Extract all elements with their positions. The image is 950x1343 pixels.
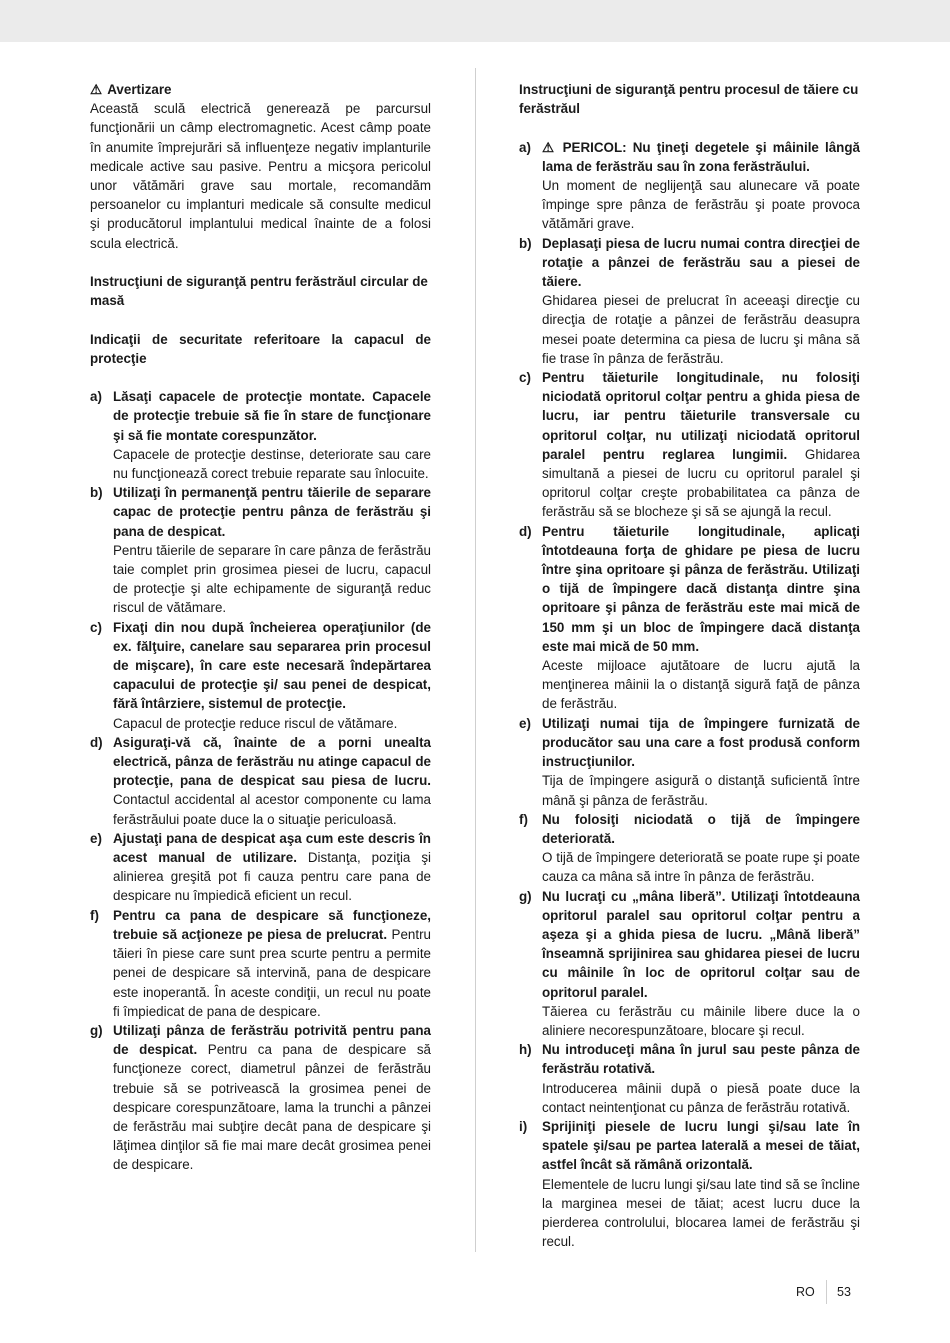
- item-bold-text: Utilizaţi în permanenţă pentru tăierile de separare capac de protecţie pentru pânza de ferăstrău şi pana de despicat.: [113, 485, 431, 539]
- warning-text: Această sculă electrică generează pe parcursul funcţionării un câmp electromagnetic. Acest câmp poate în anumite împrejurări să influenţeze negativ implanturile medicale active sau pasive. Pentru a micşora pericolul unor vătămări grave sau mortale, recomandăm persoanelor cu implanturi medicale să consulte medicul şi producătorul implantului medical înainte de a folosi scula electrică.: [90, 101, 431, 251]
- list-item: [519, 368, 860, 522]
- list-item: [90, 906, 431, 1021]
- warning-title: Avertizare: [107, 82, 172, 97]
- list-item: [90, 618, 431, 733]
- item-text: O tijă de împingere deteriorată se poate rupe şi poate cauza ca mâna să intre în pânza de ferăstrău.: [542, 850, 860, 885]
- item-bold-text: Deplasaţi piesa de lucru numai contra direcţiei de rotaţie a pânzei de ferăstrău sau a piesei de tăiere.: [542, 235, 860, 290]
- item-bold-text: Nu lucraţi cu „mâna liberă”. Utilizaţi întotdeauna opritorul paralel sau opritorul colţar pentru a aşeza şi a ghida piesa de lucru. „Mână liberă” înseamnă sprijinirea sau ghidarea piesei de lucru cu mâinile în loc de opritorul colţar sau de opritorul paralel.: [542, 888, 860, 1000]
- item-bold-text: Nu introduceţi mâna în jurul sau peste pânza de ferăstrău rotativă.: [542, 1042, 860, 1077]
- item-bold-text: Ajustaţi pana de despicat aşa cum este descris în acest manual de utilizare.: [113, 830, 431, 866]
- item-text: Contactul accidental al acestor componente cu lama ferăstrăului poate duce la o situaţie periculoasă.: [113, 792, 431, 827]
- item-text: Capacul de protecţie reduce riscul de vătămare.: [113, 715, 398, 731]
- item-bold-text: Utilizaţi pânza de ferăstrău potrivită pentru pana de despicat.: [113, 1022, 431, 1058]
- item-letter: b): [519, 235, 532, 251]
- list-item: [90, 483, 431, 617]
- list-item: [519, 1117, 860, 1251]
- section-heading: Instrucţiuni de siguranţă pentru ferăstrăul circular de masă: [90, 274, 428, 309]
- item-letter: f): [519, 811, 528, 827]
- item-letter: d): [519, 523, 532, 539]
- list-item: [519, 810, 860, 887]
- warning-triangle-icon: ⚠: [542, 139, 563, 155]
- subsection-heading: Indicaţii de securitate referitoare la capacul de protecţie: [90, 331, 431, 366]
- item-text: Ghidarea simultană a piesei de lucru cu opritorul paralel şi opritorul colţar creşte probabilitatea ca pânza de ferăstrău să se blocheze şi să se ajungă la recul.: [542, 446, 860, 520]
- page-number: 53: [837, 1285, 851, 1299]
- item-letter: e): [519, 715, 531, 731]
- item-letter: e): [90, 830, 102, 846]
- item-letter: h): [519, 1042, 532, 1058]
- warning-title-line: [90, 80, 431, 99]
- list-item: [519, 714, 860, 810]
- item-letter: a): [90, 389, 102, 405]
- item-text: Pentru tăieri în piese care sunt prea scurte pentru a permite penei de despicare să intervină, pana de despicare este inoperantă. În aceste condiţii, un recul nu poate fi împiedicat de pana de despicare.: [113, 926, 431, 1019]
- item-letter: i): [519, 1118, 528, 1134]
- item-bold-text: Utilizaţi numai tija de împingere furnizată de producător sau una care a fost produsă conform instrucţiunilor.: [542, 715, 860, 770]
- item-letter: d): [90, 734, 103, 750]
- item-bold-text: Nu folosiţi niciodată o tijă de împingere deteriorată.: [542, 811, 860, 846]
- item-text: Introducerea mâinii după o piesă poate duce la contact neintenţionat cu pânza de ferăstrău rotativă.: [542, 1080, 860, 1115]
- item-letter: a): [519, 139, 531, 155]
- item-bold-text: PERICOL: Nu ţineţi degetele şi mâinile lângă lama de ferăstrău sau în zona ferăstrăului.: [542, 139, 860, 174]
- item-text: Capacele de protecţie destinse, deteriorate sau care nu funcţionează corect trebuie reparate sau înlocuite.: [113, 446, 431, 482]
- item-text: Aceste mijloace ajutătoare de lucru ajută la menţinerea mâinii la o distanţă sigură faţă de pânza de ferăstrău.: [542, 658, 860, 712]
- item-text: Tija de împingere asigură o distanţă suficientă între mână şi pânza de ferăstrău.: [542, 773, 860, 808]
- item-bold-text: Pentru ca pana de despicare să funcţioneze, trebuie să acţioneze pe piesa de prelucrat.: [113, 907, 431, 942]
- item-text: Distanţa, poziţia şi alinierea greşită pot fi cauza pentru care pana de despicare nu împiedică eficient un recul.: [113, 850, 431, 904]
- item-bold-text: Lăsaţi capacele de protecţie montate. Capacele de protecţie trebuie să fie în stare de funcţionare şi să fie montate corespunzător.: [113, 389, 431, 443]
- footer-divider: [826, 1280, 827, 1304]
- item-bold-text: Fixaţi din nou după încheierea operaţiunilor (de ex. fălţuire, canelare sau separarea prin procesul de mişcare), în care este necesară îndepărtarea capacului de protecţie şi/ sau penei de despicat, fără întârziere, sistemul de protecţie.: [113, 619, 431, 712]
- item-text: Tăierea cu ferăstrău cu mâinile libere duce la o aliniere necorespunzătoare, blocare şi recul.: [542, 1003, 860, 1038]
- guard-instructions-list: [90, 387, 431, 1174]
- cutting-instructions-list: [519, 138, 860, 1252]
- item-text: Pentru ca pana de despicare să funcţioneze corect, diametrul pânzei de ferăstrău trebuie să se potrivească la grosimea penei de despicare corespunzătoare, lama la trunchi a pânzei de ferăstrău mai subţire decât pana de despicare şi lăţimea dinţilor să fie mai mare decât grosimea penei de despicare.: [113, 1042, 431, 1173]
- item-text: Ghidarea piesei de prelucrat în aceeaşi direcţie cu direcţia de rotaţie a pânzei de ferăstrău deasupra mesei poate determina ca piesa de lucru şi mâna să fie trase în pânza de ferăstrău.: [542, 293, 860, 366]
- top-bar: [0, 0, 950, 42]
- list-item: [519, 522, 860, 714]
- right-column: [519, 80, 860, 1251]
- column-divider: [475, 68, 476, 1252]
- item-letter: f): [90, 907, 99, 923]
- list-item: [90, 829, 431, 906]
- item-bold-text: Sprijiniţi piesele de lucru lungi şi/sau late în spatele şi/sau pe partea laterală a mesei de tăiat, astfel încât să rămână orizontală.: [542, 1118, 860, 1173]
- list-item: [90, 387, 431, 483]
- list-item: [519, 887, 860, 1041]
- item-letter: g): [519, 888, 532, 904]
- left-column: [90, 80, 431, 1175]
- item-letter: b): [90, 485, 103, 501]
- item-text: Un moment de neglijenţă sau alunecare vă poate împinge spre pânza de ferăstrău şi poate provoca vătămări grave.: [542, 178, 860, 232]
- item-letter: c): [519, 370, 531, 386]
- footer-language: RO: [796, 1285, 815, 1299]
- item-bold-text: Pentru tăieturile longitudinale, aplicaţi întotdeauna forţa de ghidare pe piesa de lucru între şina opritoare şi pânza de ferăstrău. Utilizaţi o tijă de împingere dacă distanţa dintre şina opritoare şi pânza de ferăstrău este mai mică de 150 mm şi un bloc de împingere dacă distanţa este mai mică de 50 mm.: [542, 523, 860, 654]
- section-heading: Instrucţiuni de siguranţă pentru procesul de tăiere cu ferăstrăul: [519, 82, 859, 117]
- item-bold-text: Pentru tăieturile longitudinale, nu folosiţi niciodată opritorul colţar pentru a ghida piesa de lucru, iar pentru tăieturile transversale cu opritorul colţar, nu utilizaţi niciodată opritorul paralel pentru reglarea lungimii.: [542, 370, 860, 462]
- item-letter: c): [90, 619, 102, 635]
- item-text: Elementele de lucru lungi şi/sau late tind să se încline la marginea mesei de tăiat; acest lucru duce la pierderea controlului, blocarea lamei de ferăstrău şi recul.: [542, 1176, 860, 1250]
- list-item: [519, 234, 860, 368]
- item-letter: g): [90, 1022, 103, 1038]
- list-item: [519, 138, 860, 234]
- warning-triangle-icon: ⚠: [90, 82, 103, 97]
- item-bold-text: Asiguraţi-vă că, înainte de a porni unealta electrică, pânza de ferăstrău nu atinge capacul de protecţie, pana de despicat sau piesa de lucru.: [113, 734, 431, 789]
- list-item: [90, 1021, 431, 1175]
- list-item: [90, 733, 431, 829]
- list-item: [519, 1040, 860, 1117]
- item-text: Pentru tăierile de separare în care pânza de ferăstrău taie complet prin grosimea piesei de lucru, capacul de protecţie şi alte echipamente de siguranţă reduc riscul de vătămare.: [113, 542, 431, 616]
